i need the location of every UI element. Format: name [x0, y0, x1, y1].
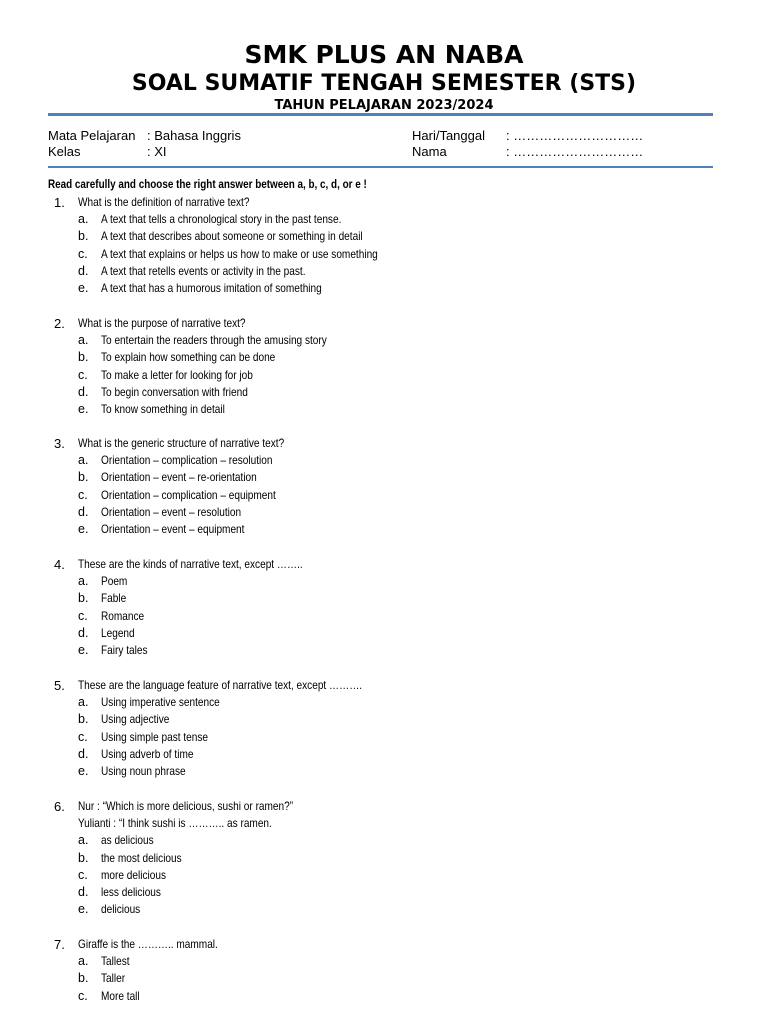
exam-title: SOAL SUMATIF TENGAH SEMESTER (STS) [131, 71, 637, 96]
option-letter: e. [78, 643, 89, 657]
option-text: Orientation – event – equipment [101, 522, 245, 536]
option-text: Using simple past tense [101, 729, 209, 744]
option-text: Using adjective [101, 712, 170, 727]
option-letter: e. [78, 402, 89, 416]
name-value: : ………………………… [506, 144, 644, 159]
option-text: To make a letter for looking for job [101, 367, 253, 382]
question-text: Yulianti : “I think sushi is ……….. as ramen. [78, 816, 272, 831]
option-text: Orientation – complication – equipment [101, 487, 276, 502]
option-text: A text that has a humorous imitation of something [101, 281, 322, 295]
question-text: These are the language feature of narrative text, except ………. [78, 678, 363, 692]
option-text: To begin conversation with friend [101, 384, 248, 399]
option-letter: c. [78, 246, 88, 261]
info-divider [48, 166, 713, 168]
option-text: as delicious [101, 833, 154, 848]
question-text: What is the definition of narrative text? [78, 195, 250, 209]
option-letter: c. [78, 367, 88, 382]
class-value: : XI [147, 144, 167, 159]
question-text: Giraffe is the ……….. mammal. [78, 937, 218, 951]
subject-label: Mata Pelajaran [48, 128, 136, 143]
option-letter: d. [78, 263, 89, 278]
option-text: A text that explains or helps us how to make or use something [101, 246, 378, 261]
option-letter: b. [78, 850, 89, 865]
question-number: 5. [54, 678, 65, 693]
option-letter: a. [78, 453, 89, 468]
option-letter: c. [78, 608, 88, 623]
question-number: 1. [54, 195, 65, 210]
option-letter: b. [78, 971, 89, 986]
option-letter: c. [78, 487, 88, 502]
option-letter: a. [78, 954, 89, 969]
option-letter: e. [78, 902, 89, 917]
subject-value: : Bahasa Inggris [147, 128, 241, 143]
class-label: Kelas [48, 144, 81, 159]
question-text: These are the kinds of narrative text, except …….. [78, 557, 303, 571]
date-label: Hari/Tanggal [412, 128, 485, 143]
option-text: To know something in detail [101, 402, 225, 416]
option-text: Orientation – event – re-orientation [101, 470, 257, 485]
option-letter: a. [78, 212, 89, 227]
option-letter: d. [78, 384, 89, 399]
option-text: A text that describes about someone or something in detail [101, 229, 363, 244]
option-letter: c. [78, 988, 88, 1003]
academic-year: TAHUN PELAJARAN 2023/2024 [274, 98, 494, 113]
option-letter: a. [78, 695, 89, 710]
option-letter: e. [78, 281, 89, 295]
question-number: 7. [54, 937, 65, 952]
question-text: Nur : “Which is more delicious, sushi or ramen?” [78, 799, 294, 813]
option-letter: c. [78, 867, 88, 882]
date-value: : ………………………… [506, 128, 644, 143]
document-header [0, 40, 768, 113]
option-letter: b. [78, 591, 89, 606]
option-letter: a. [78, 333, 89, 348]
option-letter: d. [78, 746, 89, 761]
option-text: less delicious [101, 885, 161, 899]
option-text: Using imperative sentence [101, 695, 220, 710]
option-text: more delicious [101, 867, 166, 882]
option-text: A text that retells events or activity in the past. [101, 263, 306, 278]
option-text: Taller [101, 971, 126, 986]
option-text: Fairy tales [101, 643, 148, 657]
option-text: Poem [101, 574, 128, 589]
option-letter: d. [78, 885, 89, 899]
option-text: Orientation – complication – resolution [101, 453, 273, 468]
option-text: A text that tells a chronological story in the past tense. [101, 212, 342, 227]
option-letter: e. [78, 764, 89, 778]
option-text: delicious [101, 902, 141, 917]
question-number: 6. [54, 799, 65, 814]
option-text: To explain how something can be done [101, 350, 276, 365]
option-letter: b. [78, 229, 89, 244]
option-text: Using adverb of time [101, 746, 194, 761]
option-text: Romance [101, 608, 145, 623]
question-text: What is the purpose of narrative text? [78, 316, 246, 330]
option-letter: b. [78, 712, 89, 727]
option-text: the most delicious [101, 850, 182, 865]
header-divider [48, 113, 713, 116]
option-text: Using noun phrase [101, 764, 186, 778]
option-text: Tallest [101, 954, 130, 969]
question-number: 2. [54, 316, 65, 331]
option-text: Legend [101, 625, 135, 640]
option-letter: c. [78, 729, 88, 744]
school-name: SMK PLUS AN NABA [244, 40, 524, 69]
question-text: What is the generic structure of narrative text? [78, 436, 285, 450]
question-number: 3. [54, 436, 65, 451]
option-text: To entertain the readers through the amusing story [101, 333, 327, 348]
option-letter: a. [78, 574, 89, 589]
option-letter: b. [78, 470, 89, 485]
option-text: Fable [101, 591, 127, 606]
instruction: Read carefully and choose the right answer between a, b, c, d, or e ! [48, 179, 367, 191]
option-letter: a. [78, 833, 89, 848]
option-letter: b. [78, 350, 89, 365]
name-label: Nama [412, 144, 447, 159]
option-letter: d. [78, 625, 89, 640]
option-text: Orientation – event – resolution [101, 504, 242, 519]
option-text: More tall [101, 988, 140, 1003]
question-number: 4. [54, 557, 65, 572]
option-letter: d. [78, 504, 89, 519]
option-letter: e. [78, 522, 89, 536]
